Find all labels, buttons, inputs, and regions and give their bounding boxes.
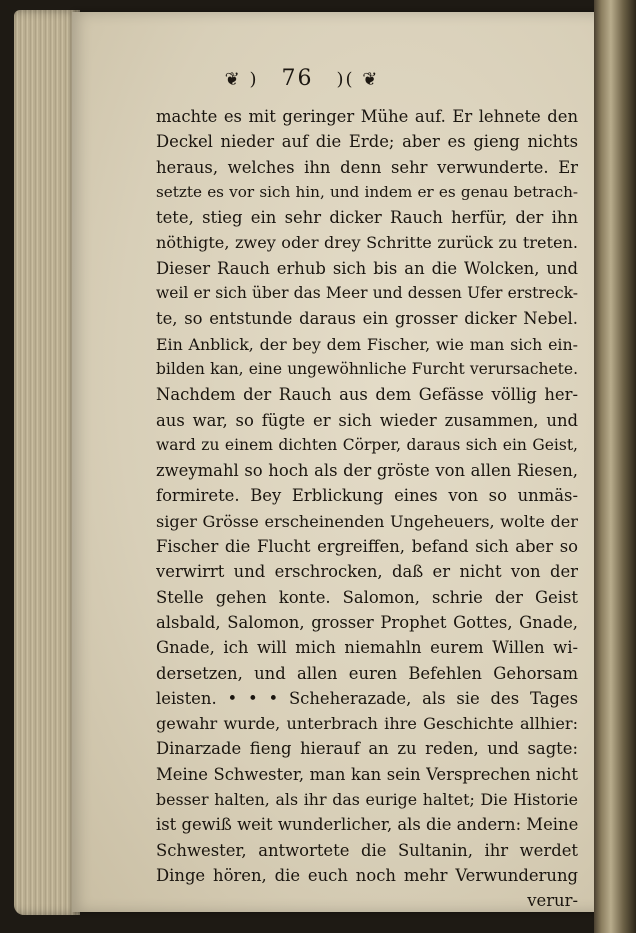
body-text	[156, 104, 578, 914]
text-line: zweymahl so hoch als der gröste von allen Riesen,	[156, 461, 578, 481]
text-line: bilden kan, eine ungewöhnliche Furcht verursachete.	[156, 359, 578, 378]
text-line: Nachdem der Rauch aus dem Gefässe völlig her-	[156, 385, 578, 405]
text-line: Stelle gehen konte. Salomon, schrie der Geist	[156, 587, 578, 607]
header-ornament-left: ❦ )	[224, 69, 259, 90]
text-line: siger Grösse erscheinenden Ungeheuers, wolte der	[156, 511, 578, 531]
text-line: Gnade, ich will mich niemahln eurem Willen wi-	[156, 638, 578, 658]
text-line: Fischer die Flucht ergreiffen, befand sich aber so	[156, 537, 578, 557]
text-line: verur-	[527, 891, 578, 911]
text-line: ward zu einem dichten Cörper, daraus sich ein Geist,	[156, 435, 578, 454]
text-line: Meine Schwester, man kan sein Versprechen nicht	[156, 764, 578, 784]
page-edges	[14, 10, 80, 915]
text-line: weil er sich über das Meer und dessen Ufer erstreck-	[156, 284, 578, 303]
text-line: alsbald, Salomon, grosser Prophet Gottes, Gnade,	[156, 612, 578, 632]
text-line: Schwester, antwortete die Sultanin, ihr werdet	[156, 840, 578, 860]
text-line: ist gewiß weit wunderlicher, als die andern: Meine	[156, 815, 578, 835]
text-line: Dinge hören, die euch noch mehr Verwunderung	[156, 865, 578, 885]
text-line: aus war, so fügte er sich wieder zusammen, und	[156, 410, 578, 430]
text-line: nöthigte, zwey oder drey Schritte zurück zu treten.	[156, 233, 578, 253]
text-line: te, so entstunde daraus ein grosser dicker Nebel.	[156, 309, 578, 329]
text-line: tete, stieg ein sehr dicker Rauch herfür, der ihn	[156, 208, 578, 228]
text-line: Deckel nieder auf die Erde; aber es gieng nichts	[156, 132, 578, 152]
text-line: leisten. • • • Scheherazade, als sie des Tages	[156, 688, 578, 708]
header-ornament-right: )( ❦	[336, 69, 380, 90]
text-line: Dieser Rauch erhub sich bis an die Wolcken, und	[156, 258, 578, 278]
text-line: machte es mit geringer Mühe auf. Er lehnete den	[156, 107, 578, 126]
text-line: setzte es vor sich hin, und indem er es genau betrach-	[156, 182, 578, 201]
text-line: besser halten, als ihr das eurige haltet; Die Historie	[156, 790, 578, 810]
page-header	[84, 66, 520, 96]
text-line: Ein Anblick, der bey dem Fischer, wie man sich ein-	[156, 334, 578, 354]
text-line: gewahr wurde, unterbrach ihre Geschichte allhier:	[156, 714, 578, 734]
text-line: heraus, welches ihn denn sehr verwunderte. Er	[156, 157, 578, 177]
text-line: dersetzen, und allen euren Befehlen Gehorsam	[156, 663, 578, 683]
text-line: verwirrt und erschrocken, daß er nicht von der	[156, 562, 578, 582]
book-gutter	[594, 0, 636, 933]
text-line: Dinarzade fieng hierauf an zu reden, und sagte:	[156, 739, 578, 759]
page-number: 76	[281, 66, 314, 91]
text-line: formirete. Bey Erblickung eines von so unmäs-	[156, 486, 578, 506]
